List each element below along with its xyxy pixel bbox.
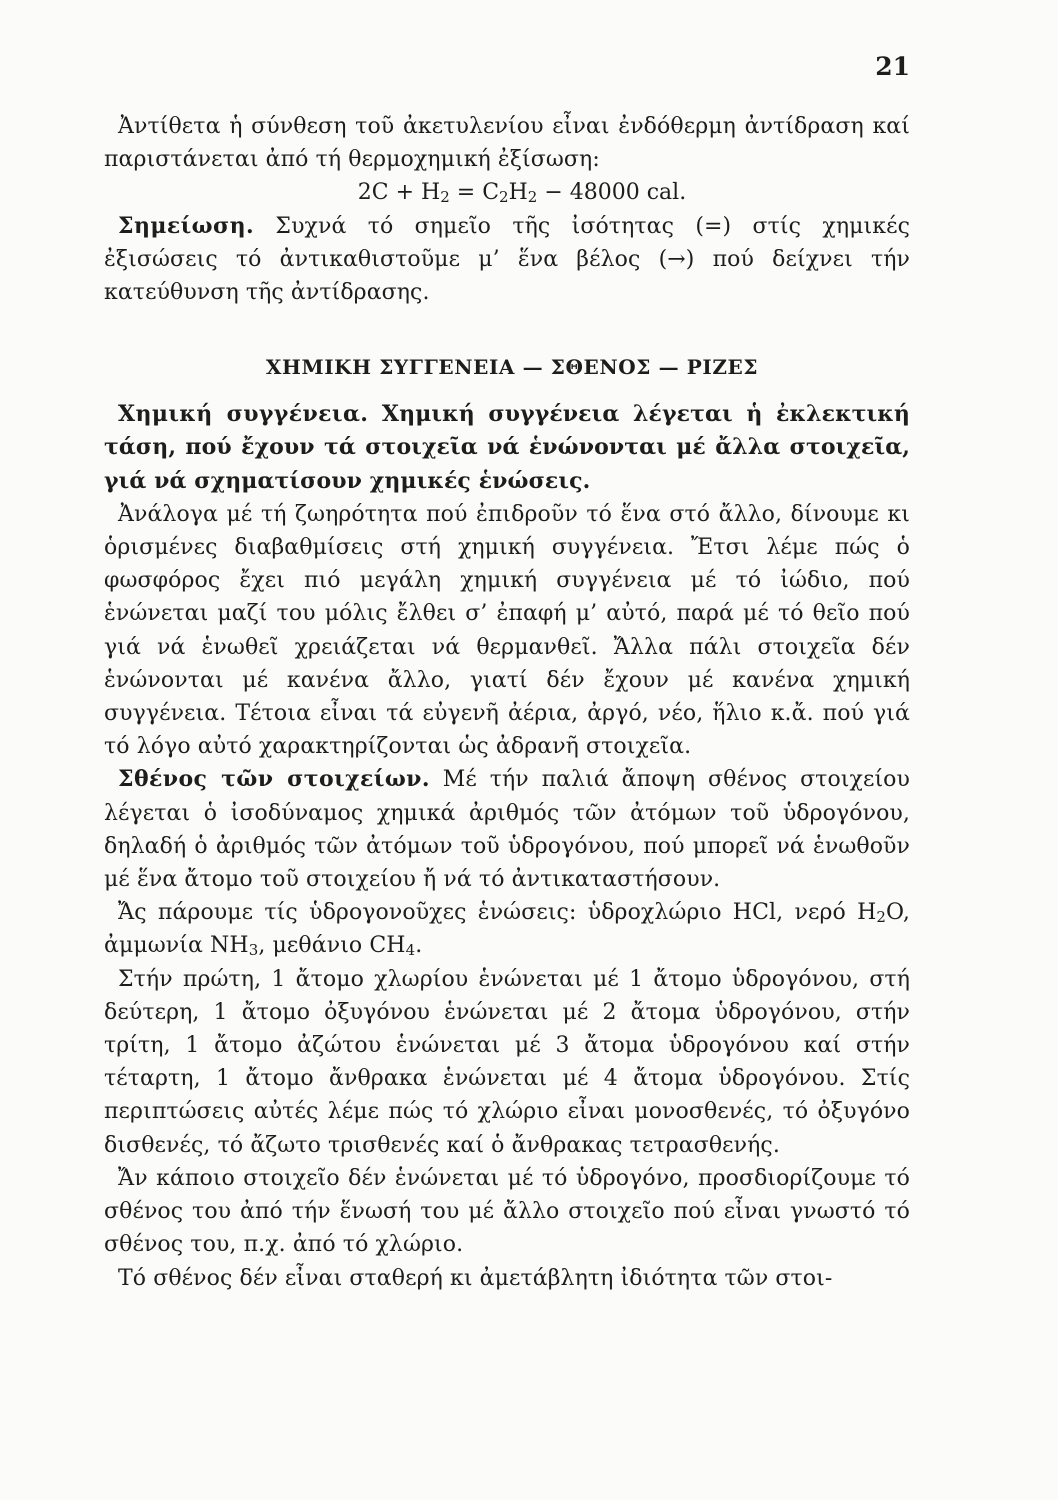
- affinity-heading: Χημική συγγένεια.: [118, 401, 369, 428]
- equation-subscript: 2: [440, 188, 450, 207]
- valence-text: Μέ τήν παλιά ἄποψη σθένος στοιχείου λέγεται ὁ ἰσοδύναμος χημικά ἀριθμός τῶν ἀτόμων τοῦ ὑδρογόνου, δηλαδή ὁ ἀριθμός τῶν ἀτόμων τοῦ ὑδρογόνου, πού μπορεῖ νά ἑνωθοῦν μέ ἕνα ἄτομο τοῦ στοιχείου ἤ νά τό ἀντικαταστήσουν.: [104, 767, 911, 893]
- thermochemical-equation: [104, 176, 910, 209]
- equation-part: H: [508, 180, 528, 206]
- valence-examples-paragraph: Στήν πρώτη, 1 ἄτομο χλωρίου ἑνώνεται μέ 1 ἄτομο ὑδρογόνου, στή δεύτερη, 1 ἄτομο ὀξυγόνου ἑνώνεται μέ 2 ἄτομα ὑδρογόνου, στήν τρίτη, 1 ἄτομο ἀζώτου ἑνώνεται μέ 3 ἄτομα ὑδρογόνου καί στήν τέταρτη, 1 ἄτομο ἄνθρακα ἑνώνεται μέ 4 ἄτομα ὑδρογόνου. Στίς περιπτώσεις αὐτές λέμε πώς τό χλώριο εἶναι μονοσθενές, τό ὀξυγόνο δισθενές, τό ἄζωτο τρισθενές καί ὁ ἄνθρακας τετρασθενής.: [104, 966, 910, 1158]
- valence-indirect-paragraph: Ἄν κάποιο στοιχεῖο δέν ἑνώνεται μέ τό ὑδρογόνο, προσδιορίζουμε τό σθένος του ἀπό τήν ἕνωσή του μέ ἄλλο στοιχεῖο πού εἶναι γνωστό τό σθένος του, π.χ. ἀπό τό χλώριο.: [104, 1165, 910, 1258]
- text-run: O, ἀμμωνία NH: [104, 900, 910, 959]
- formula-subscript: 4: [405, 941, 416, 960]
- text-run: , μεθάνιο CH: [258, 933, 406, 959]
- page-number: 21: [875, 52, 910, 81]
- formula-subscript: 3: [248, 941, 259, 960]
- valence-paragraph: [104, 763, 910, 896]
- equation-part: 2C + H: [357, 180, 441, 206]
- page-content: [104, 110, 910, 1295]
- equation-part: = C: [449, 180, 500, 206]
- text-run: .: [415, 933, 423, 959]
- text-run: Ἄς πάρουμε τίς ὑδρογονοῦχες ἑνώσεις: ὑδροχλώριο HCl, νερό H: [118, 900, 877, 926]
- note-heading: Σημείωση.: [118, 212, 255, 239]
- note-paragraph: [104, 210, 910, 310]
- hydrogen-compounds-paragraph: [104, 896, 910, 962]
- equation-subscript: 2: [527, 188, 538, 207]
- equation-part: − 48000 cal.: [537, 180, 687, 206]
- affinity-definition-text: Χημική συγγένεια λέγεται ἡ ἐκλεκτική τάση, πού ἔχουν τά στοιχεῖα νά ἑνώνονται μέ ἄλλα στοιχεῖα, γιά νά σχηματίσουν χημικές ἑνώσεις.: [104, 401, 910, 494]
- valence-variable-paragraph: Τό σθένος δέν εἶναι σταθερή κι ἀμετάβλητη ἰδιότητα τῶν στοι-: [118, 1265, 833, 1291]
- intro-paragraph: Ἀντίθετα ἡ σύνθεση τοῦ ἀκετυλενίου εἶναι ἐνδόθερμη ἀντίδραση καί παριστάνεται ἀπό τή θερμοχημική ἐξίσωση:: [104, 114, 910, 173]
- note-text: Συχνά τό σημεῖο τῆς ἰσότητας (=) στίς χημικές ἐξισώσεις τό ἀντικαθιστοῦμε μ’ ἕνα βέλος (→) πού δείχνει τήν κατεύθυνση τῆς ἀντίδρασης.: [104, 213, 910, 306]
- section-title: ΧΗΜΙΚΗ ΣΥΓΓΕΝΕΙΑ — ΣΘΕΝΟΣ — ΡΙΖΕΣ: [265, 355, 759, 380]
- equation-subscript: 2: [499, 188, 509, 207]
- affinity-definition: [104, 398, 910, 498]
- valence-heading: Σθένος τῶν στοιχείων.: [118, 766, 430, 793]
- formula-subscript: 2: [876, 908, 887, 927]
- affinity-paragraph: Ἀνάλογα μέ τή ζωηρότητα πού ἐπιδροῦν τό ἕνα στό ἄλλο, δίνουμε κι ὁρισμένες διαβαθμίσεις στή χημική συγγένεια. Ἔτσι λέμε πώς ὁ φωσφόρος ἔχει πιό μεγάλη χημική συγγένεια μέ τό ἰώδιο, πού ἑνώνεται μαζί του μόλις ἔλθει σ’ ἐπαφή μ’ αὐτό, παρά μέ τό θεῖο πού γιά νά ἑνωθεῖ χρειάζεται νά θερμανθεῖ. Ἄλλα πάλι στοιχεῖα δέν ἑνώνονται μέ κανένα ἄλλο, γιατί δέν ἔχουν μέ κανένα χημική συγγένεια. Τέτοια εἶναι τά εὐγενῆ ἀέρια, ἀργό, νέο, ἥλιο κ.ἄ. πού γιά τό λόγο αὐτό χαρακτηρίζονται ὡς ἀδρανῆ στοιχεῖα.: [104, 501, 910, 760]
